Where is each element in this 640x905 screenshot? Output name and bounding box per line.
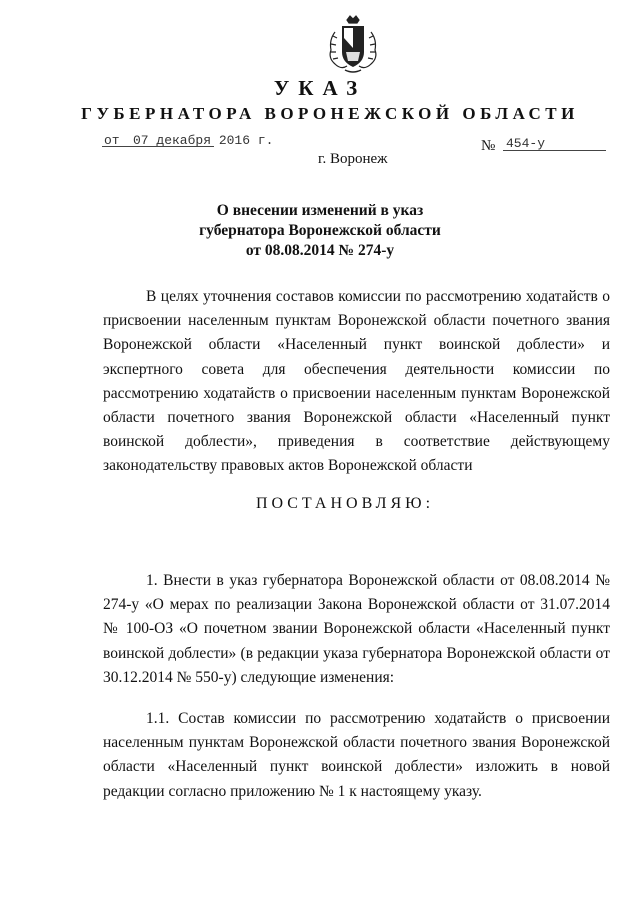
preamble-paragraph: В целях уточнения составов комиссии по рассмотрению ходатайств о присвоении населенным пунктам Воронежской области почетного звания Воронежской области «Населенный пункт воинской доблести» и экспертного совета для обеспечения деятельности комиссии по рассмотрению ходатайств о присвоении населенным пунктам Воронежской области почетного звания Воронежской области «Населенный пункт воинской доблести», приведения в соответствие действующему законодательству правовых актов Воронежской области xyxy=(103,288,610,475)
decree-word: ПОСТАНОВЛЯЮ: xyxy=(255,495,435,512)
decree-number: 454-у xyxy=(506,136,546,151)
city-label: г. Воронеж xyxy=(318,151,388,167)
voronezh-coat-of-arms-icon xyxy=(325,14,381,78)
item-1-1-paragraph: 1.1. Состав комиссии по рассмотрению ходатайств о присвоении населенным пунктам Воронежской области почетного звания Воронежской области «Населенный пункт воинской доблести» изложить в новой редакции согласно приложению № 1 к настоящему указу. xyxy=(103,710,610,800)
document-subtitle: ГУБЕРНАТОРА ВОРОНЕЖСКОЙ ОБЛАСТИ xyxy=(81,104,579,123)
document-title: УКАЗ xyxy=(273,76,367,100)
heading-line: О внесении изменений в указ xyxy=(216,202,424,219)
number-underline xyxy=(503,150,606,151)
heading-line: от 08.08.2014 № 274-у xyxy=(245,242,395,259)
date-underline xyxy=(102,146,214,147)
heading-line: губернатора Воронежской области xyxy=(199,222,441,239)
decree-date: 07 декабря 2016 г. xyxy=(133,133,274,148)
item-1-paragraph: 1. Внести в указ губернатора Воронежской области от 08.08.2014 № 274-у «О мерах по реализации Закона Воронежской области от 31.07.2014 № 100-ОЗ «О почетном звании Воронежской области «Населенный пункт воинской доблести» (в редакции указа губернатора Воронежской области от 30.12.2014 № 550-у) следующие изменения: xyxy=(103,572,610,686)
decree-heading xyxy=(0,201,640,261)
number-prefix: № xyxy=(481,138,496,154)
date-prefix: от xyxy=(104,133,120,148)
